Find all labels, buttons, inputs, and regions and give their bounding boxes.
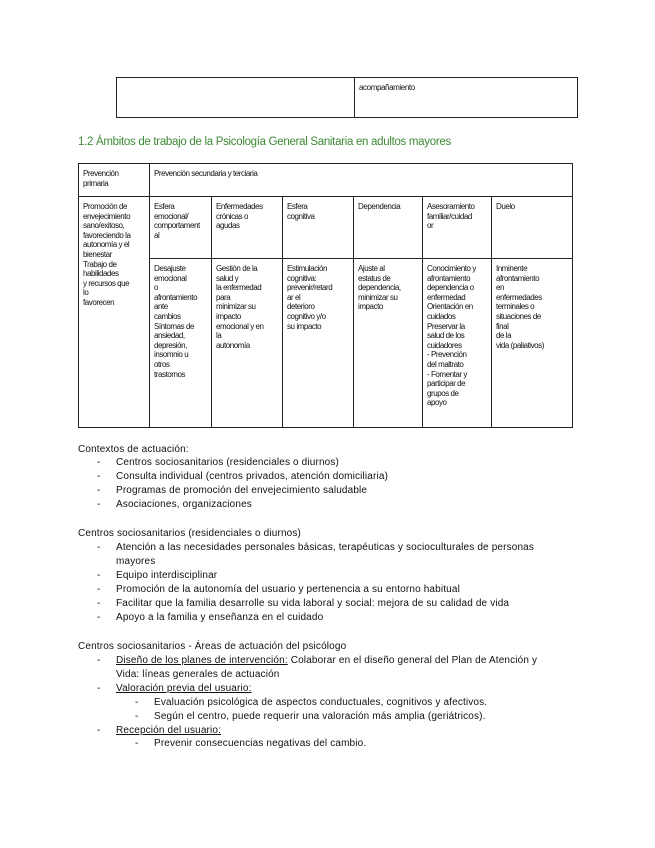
cell-line: sano/exitoso, [83, 221, 125, 231]
cell-line: minimizar su [358, 292, 398, 302]
col-body-family [423, 259, 492, 428]
cell-line: su impacto [287, 321, 322, 331]
cell-line: favorecen [83, 297, 115, 307]
cell-line: cognitivo y/o [287, 311, 326, 321]
cell-line: depresión, [154, 340, 187, 350]
cell-line: dependencia o [427, 283, 474, 293]
cell-line: bienestar [83, 249, 112, 259]
contexts-title: Contextos de actuación: [78, 444, 189, 455]
cell-line: la [216, 331, 222, 341]
cell-line: dependencia, [358, 283, 401, 293]
cell-line: la enfermedad [216, 283, 262, 293]
cell-line: cuidadores [427, 340, 462, 350]
cell-line: participar de [427, 379, 466, 389]
cell-line: impacto [216, 311, 241, 321]
areas-list [97, 654, 537, 751]
contexts-list [97, 456, 388, 512]
cell-line: habilidades [83, 269, 119, 279]
list-item: - Apoyo a la familia y enseñanza en el cuidado [97, 611, 324, 623]
cell-line: para [216, 292, 231, 302]
cell-line: - Fomentar y [427, 369, 467, 379]
cell-line: ar el [287, 292, 301, 302]
cell-line: agudas [216, 221, 240, 231]
header-primary: Prevención primaria [79, 164, 150, 197]
cell-line: Estimulación [287, 264, 327, 273]
cell-line: cognitiva [287, 211, 315, 221]
cell-line: familiar/cuidad [427, 211, 472, 221]
cell-line: enfermedades [496, 292, 542, 302]
cell-line: de la [496, 331, 512, 341]
cell-line: Preservar la [427, 321, 465, 331]
cell-line: Dependencia [358, 202, 401, 211]
cell-line: terminales o [496, 302, 535, 312]
list-item-reception: - Recepción del usuario: [97, 724, 222, 736]
cell-line: Gestión de la [216, 264, 258, 273]
col-body-chronic [212, 259, 283, 428]
list-item-continuation: mayores [116, 555, 156, 567]
cell-line: Esfera [287, 202, 308, 211]
cell-line: en [496, 283, 504, 293]
cell-line: enfermedad [427, 292, 466, 302]
cell-line: or [427, 221, 434, 231]
list-item: - Consulta individual (centros privados, atención domiciliaria) [97, 470, 389, 482]
continuation-cell-left [117, 78, 355, 118]
cell-line: Duelo [496, 202, 515, 211]
cell-line: deterioro [287, 302, 315, 312]
cell-line: impacto [358, 302, 383, 312]
col-body-grief [492, 259, 573, 428]
cell-line: o [154, 283, 158, 293]
cell-line: afrontamiento [154, 292, 198, 302]
col-body-dependency [354, 259, 423, 428]
cell-line: Conocimiento y [427, 264, 476, 273]
list-item: - Promoción de la autonomía del usuario y pertenencia a su entorno habitual [97, 583, 460, 595]
cell-line: final [496, 321, 509, 331]
cell-line: trastornos [154, 369, 186, 379]
list-item: - Atención a las necesidades personales básicas, terapéuticas y socioculturales de personas [97, 542, 535, 553]
cell-line: afrontamiento [496, 273, 540, 283]
cell-line: y recursos que [83, 278, 130, 288]
cell-line: autonomía [216, 340, 250, 350]
col-body-emotional [150, 259, 212, 428]
cell-line: Síntomas de [154, 321, 194, 331]
cell-line: situaciones de [496, 311, 541, 321]
cell-line: afrontamiento [427, 273, 471, 283]
cell-line: grupos de [427, 388, 459, 398]
cell-line: salud de los [427, 331, 465, 341]
col-title-emotional [150, 197, 212, 259]
list-item-assessment: - Valoración previa del usuario: [97, 682, 252, 694]
cell-line: estatus de [358, 273, 391, 283]
cell-line: ante [154, 302, 168, 312]
cell-line: del maltrato [427, 359, 464, 369]
cell-line: insomnio u [154, 350, 189, 360]
cell-line: apoyo [427, 398, 447, 408]
cell-line: Asesoramiento [427, 202, 475, 211]
sub-list-item: - Según el centro, puede requerir una valoración más amplia (geriátricos). [135, 710, 486, 722]
col-title-cognitive [283, 197, 354, 259]
cell-line: emocional [154, 273, 187, 283]
sub-list-item: - Evaluación psicológica de aspectos conductuales, cognitivos y afectivos. [135, 696, 488, 708]
cell-line: cuidados [427, 311, 456, 321]
col-title-grief [492, 197, 573, 259]
list-item: - Programas de promoción del envejecimiento saludable [97, 484, 368, 496]
header-secondary: Prevención secundaria y terciaria [150, 164, 573, 197]
centers-title: Centros sociosanitarios (residenciales o diurnos) [78, 528, 302, 539]
cell-line: comportament [154, 221, 200, 231]
col-body-cognitive [283, 259, 354, 428]
cell-line: vida (paliativos) [496, 340, 544, 350]
cell-line: cognitiva: [287, 273, 317, 283]
cell-line: otros [154, 359, 170, 369]
list-item: - Asociaciones, organizaciones [97, 498, 252, 510]
cell-line: al [154, 230, 160, 240]
cell-line: emocional y en [216, 321, 264, 331]
cell-line: minimizar su [216, 302, 256, 312]
list-item: - Centros sociosanitarios (residenciales o diurnos) [97, 457, 340, 468]
cell-line: lo [83, 288, 89, 298]
list-item: - Facilitar que la familia desarrolle su vida laboral y social: mejora de su calidad de vida [97, 597, 510, 609]
col-title-family [423, 197, 492, 259]
scope-table [78, 163, 573, 428]
cell-line: emocional/ [154, 211, 189, 221]
cell-line: Enfermedades [216, 202, 263, 211]
cell-line: Inminente [496, 264, 528, 273]
cell-line: Esfera [154, 202, 175, 211]
list-item-design: - Diseño de los planes de intervención: Colaborar en el diseño general del Plan de Atención y [97, 655, 538, 666]
cell-line: Orientación en [427, 302, 473, 312]
cell-line: crónicas o [216, 211, 248, 221]
cell-line: cambios [154, 311, 181, 321]
col-title-dependency [354, 197, 423, 259]
cell-line: favoreciendo la [83, 230, 131, 240]
primary-body [79, 197, 150, 428]
cell-line: Trabajo de [83, 259, 117, 269]
list-item-continuation: Vida: líneas generales de actuación [116, 668, 280, 680]
cell-line: ansiedad, [154, 331, 185, 341]
cell-line: Ajuste al [358, 264, 385, 273]
sub-list-item: - Prevenir consecuencias negativas del cambio. [135, 738, 367, 750]
centers-list [97, 541, 534, 624]
col-title-chronic [212, 197, 283, 259]
cell-line: Desajuste [154, 264, 186, 273]
section-heading: 1.2 Ámbitos de trabajo de la Psicología General Sanitaria en adultos mayores [78, 136, 451, 148]
areas-title: Centros sociosanitarios - Áreas de actuación del psicólogo [78, 641, 347, 652]
cell-line: autonomía y el [83, 240, 130, 250]
cell-line: prevenir/retard [287, 283, 333, 293]
cell-line: Promoción de [83, 202, 127, 211]
continuation-cell-right: acompañamiento [355, 78, 578, 118]
list-item: - Equipo interdisciplinar [97, 569, 218, 581]
cell-line: salud y [216, 273, 239, 283]
cell-line: - Prevención [427, 350, 467, 360]
continuation-table [116, 77, 578, 118]
cell-line: envejecimiento [83, 211, 131, 221]
